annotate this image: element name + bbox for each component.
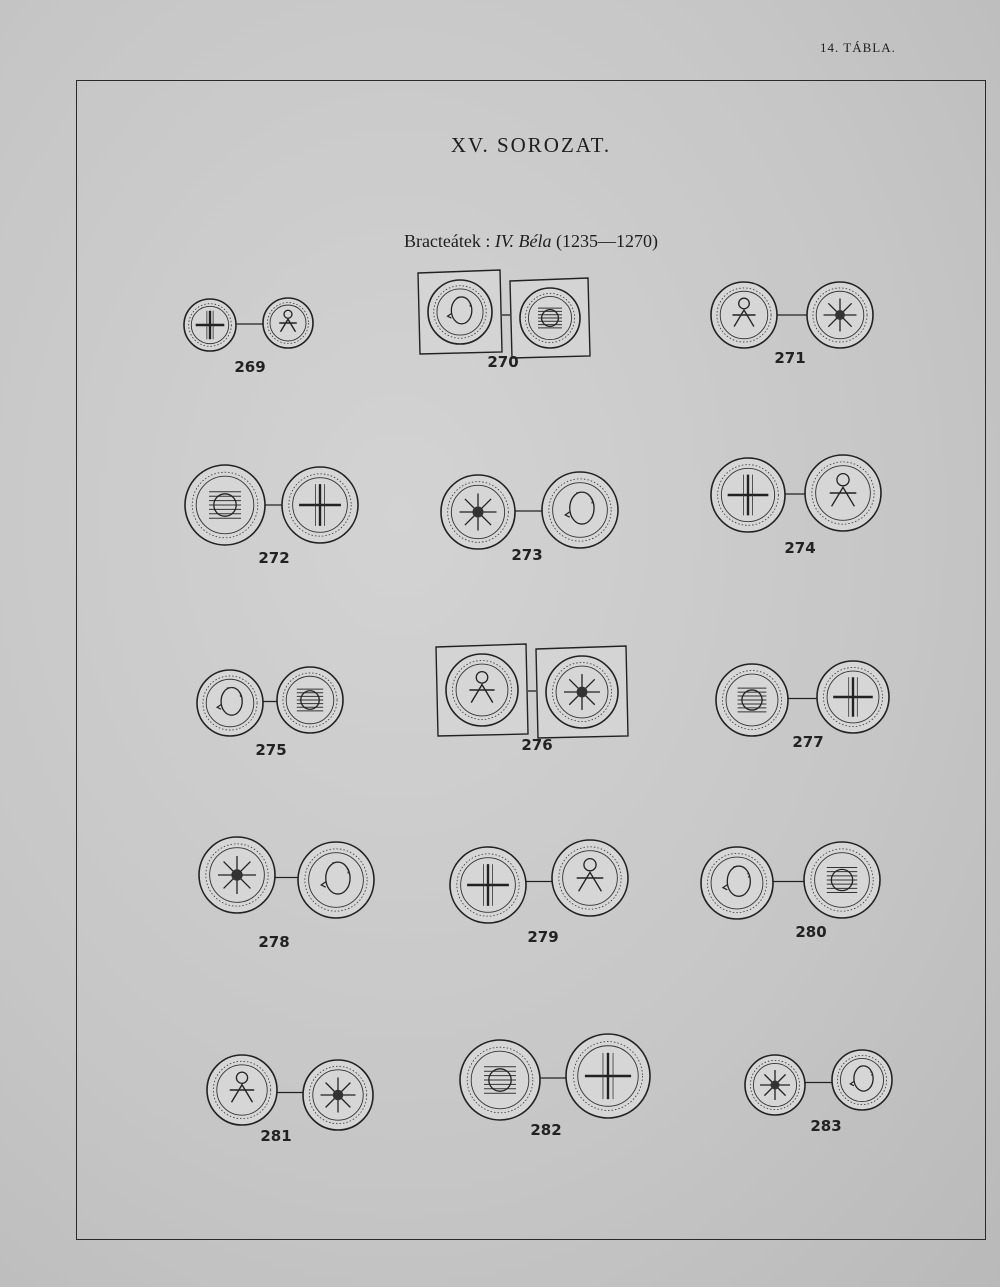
coin-pair bbox=[701, 842, 880, 919]
coin-reverse bbox=[298, 842, 374, 918]
coin-number: 283 bbox=[810, 1117, 842, 1135]
coin-number: 274 bbox=[784, 539, 816, 557]
coin-number: 278 bbox=[258, 933, 290, 951]
coin-reverse bbox=[832, 1050, 892, 1110]
coin-obverse bbox=[418, 270, 502, 354]
coin-pair bbox=[436, 644, 628, 738]
coin-reverse bbox=[282, 467, 358, 543]
coin-number: 282 bbox=[530, 1121, 562, 1139]
coin-pair bbox=[197, 667, 343, 736]
coin-pair bbox=[711, 282, 873, 348]
coin-reverse bbox=[566, 1034, 650, 1118]
coin-obverse bbox=[701, 847, 773, 919]
subtitle-ruler: IV. Béla bbox=[494, 231, 552, 251]
coin-number: 277 bbox=[792, 733, 824, 751]
coin-reverse bbox=[552, 840, 628, 916]
coin-number: 272 bbox=[258, 549, 290, 567]
coin-pair bbox=[460, 1034, 650, 1120]
coin-pair bbox=[184, 298, 313, 351]
coin-number: 269 bbox=[234, 358, 266, 376]
coin-pair bbox=[185, 465, 358, 545]
plate-number: 14. TÁBLA. bbox=[820, 40, 896, 55]
coin-obverse bbox=[460, 1040, 540, 1120]
coin-obverse bbox=[716, 664, 788, 736]
series-title: XV. SOROZAT. bbox=[450, 133, 612, 157]
coin-reverse bbox=[807, 282, 873, 348]
coin-obverse bbox=[197, 670, 263, 736]
coin-obverse bbox=[199, 837, 275, 913]
coin-reverse bbox=[804, 842, 880, 918]
subtitle-dates: (1235—1270) bbox=[551, 231, 659, 251]
coin-obverse bbox=[436, 644, 528, 736]
coin-obverse bbox=[184, 299, 236, 351]
coin-obverse bbox=[185, 465, 265, 545]
coin-number: 271 bbox=[774, 349, 806, 367]
coin-reverse bbox=[805, 455, 881, 531]
coin-pair bbox=[441, 472, 618, 549]
coin-number: 273 bbox=[511, 546, 543, 564]
coin-pair bbox=[711, 455, 881, 532]
coin-reverse bbox=[510, 278, 590, 358]
coin-pair bbox=[450, 840, 628, 923]
coin-reverse bbox=[817, 661, 889, 733]
coin-reverse bbox=[542, 472, 618, 548]
coin-obverse bbox=[207, 1055, 277, 1125]
coin-number: 276 bbox=[521, 736, 553, 754]
coin-obverse bbox=[711, 282, 777, 348]
subtitle-prefix: Bracteátek : bbox=[403, 231, 495, 251]
coin-obverse bbox=[711, 458, 785, 532]
coin-pair bbox=[745, 1050, 892, 1115]
coin-obverse bbox=[441, 475, 515, 549]
coin-obverse bbox=[745, 1055, 805, 1115]
coin-reverse bbox=[277, 667, 343, 733]
coin-reverse bbox=[536, 646, 628, 738]
coin-pair bbox=[716, 661, 889, 736]
coin-number: 280 bbox=[795, 923, 827, 941]
coin-pair bbox=[199, 837, 374, 918]
coin-reverse bbox=[303, 1060, 373, 1130]
coin-number: 270 bbox=[487, 353, 519, 371]
coin-number: 275 bbox=[255, 741, 287, 759]
coin-pair bbox=[418, 270, 590, 358]
coin-number: 281 bbox=[260, 1127, 292, 1145]
coin-number: 279 bbox=[527, 928, 559, 946]
coin-obverse bbox=[450, 847, 526, 923]
coin-pair bbox=[207, 1055, 373, 1130]
coin-reverse bbox=[263, 298, 313, 348]
